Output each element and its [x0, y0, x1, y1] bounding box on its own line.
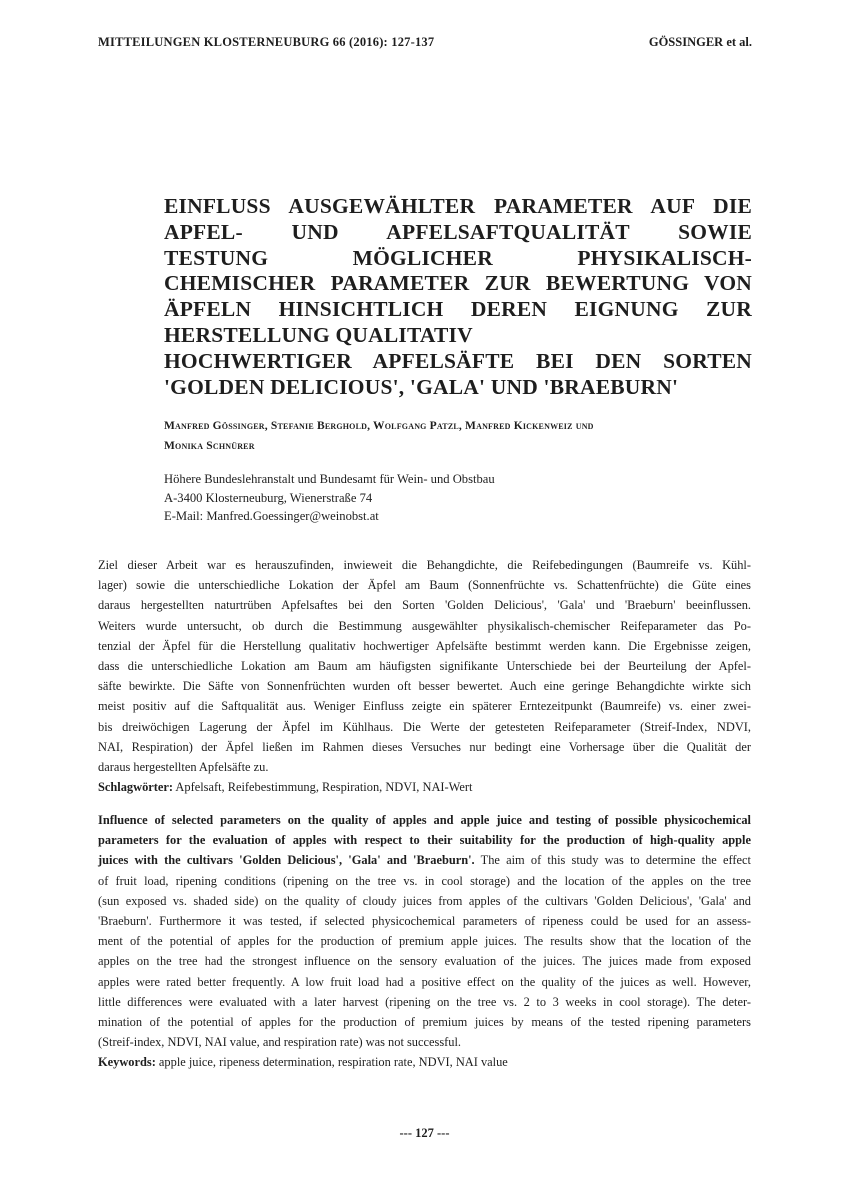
title-line: CHEMISCHER PARAMETER ZUR BEWERTUNG VON [164, 271, 752, 296]
abstract-line: (Streif-index, NDVI, NAI value, and respiration rate) was not successful. [98, 1035, 462, 1050]
abstract-line: bis dreiwöchigen Lagerung der Äpfel im Kühlhaus. Die Werte der getesteten Reifeparameter (Streif-Index, NDVI, [98, 719, 751, 734]
title-line: APFEL- UND APFELSAFTQUALITÄT SOWIE [164, 219, 752, 244]
abstract-line: meist positiv auf die Saftqualität aus. Weniger Einfluss zeigte ein späterer Erntezeitpunkt (Baumreife) vs. einer zwei- [98, 699, 751, 714]
page-number: --- 127 --- [399, 1126, 450, 1140]
english-title-line [98, 850, 751, 870]
abstract-line: säfte bewirkte. Die Säfte von Sonnenfrüchten wurden oft besser bewertet. Auch eine geringe Behangdichte wirkte sich [98, 679, 751, 694]
keywords-text: Apfelsaft, Reifebestimmung, Respiration, NDVI, NAI-Wert [173, 780, 473, 795]
affiliation-institution: Höhere Bundeslehranstalt und Bundesamt für Wein- und Obstbau [164, 472, 495, 486]
abstract-line: dass die unterschiedliche Lokation am Baum am häufigsten signifikante Unterschiede bei der Beurteilung der Apfel- [98, 659, 751, 674]
abstract-line: tenzial der Äpfel für die Herstellung qualitativ hochwertiger Apfelsäfte bestimmt werden kann. Die Ergebnisse zeigen, [98, 638, 751, 653]
abstract-line: lager) sowie die unterschiedliche Lokation der Äpfel am Baum (Sonnenfrüchte vs. Schattenfrüchte) die Güte eines [98, 578, 751, 593]
title-line: ÄPFELN HINSICHTLICH DEREN EIGNUNG ZUR [164, 297, 752, 322]
article-title [164, 194, 752, 400]
abstract-german [98, 555, 751, 797]
affiliation-email: E-Mail: Manfred.Goessinger@weinobst.at [164, 509, 379, 524]
abstract-line: of fruit load, ripening conditions (ripening on the tree vs. in cool storage) and the location of the apples on the tree [98, 873, 751, 888]
author-line: Manfred Gössinger, Stefanie Berghold, Wolfgang Patzl, Manfred Kickenweiz und [164, 420, 594, 432]
abstract-line: (sun exposed vs. shaded side) on the quality of cloudy juices from apples of the cultivars 'Golden Delicious', 'Gala' and [98, 893, 751, 908]
abstract-line: ment of the potential of apples for the production of premium apple juices. The results show that the location of the [98, 934, 751, 949]
abstract-line: little differences were evaluated with a later harvest (ripening on the tree vs. 2 to 3 weeks in cool storage). The deter- [98, 994, 751, 1009]
abstract-line: Weiters wurde untersucht, ob durch die Bestimmung ausgewählter physikalisch-chemischer Reifeparameter das Po- [98, 618, 751, 633]
abstract-line: 'Braeburn'. Furthermore it was tested, if selected physicochemical parameters of ripeness could be used for an assess- [98, 914, 751, 929]
english-title-text: parameters for the evaluation of apples with respect to their suitability for the production of high-quality apple [98, 833, 751, 848]
keywords-text: apple juice, ripeness determination, respiration rate, NDVI, NAI value [155, 1055, 508, 1070]
english-title-line [98, 830, 751, 850]
author-list [164, 416, 764, 456]
title-line: EINFLUSS AUSGEWÄHLTER PARAMETER AUF DIE [164, 194, 752, 218]
title-line: 'GOLDEN DELICIOUS', 'GALA' UND 'BRAEBURN' [164, 374, 679, 399]
keywords-label: Schlagwörter: [98, 780, 174, 795]
keywords-line-english [98, 1052, 751, 1072]
abstract-text: The aim of this study was to determine the effect [474, 853, 751, 868]
english-title-text: juices with the cultivars 'Golden Delicious', 'Gala' and 'Braeburn'. [98, 853, 475, 868]
title-line: HERSTELLUNG QUALITATIV [164, 322, 473, 347]
running-author: GÖSSINGER et al. [648, 35, 752, 49]
abstract-line: apples on the tree had the strongest influence on the sensory evaluation of the juices. The juices made from exposed [98, 954, 751, 969]
title-line: TESTUNG MÖGLICHER PHYSIKALISCH- [164, 245, 752, 270]
abstract-line: daraus hergestellten naturtrüben Apfelsaftes bei den Sorten 'Golden Delicious', 'Gala' und 'Braeburn' beeinflussen. [98, 598, 751, 613]
journal-header: MITTEILUNGEN KLOSTERNEUBURG 66 (2016): 127-137 [98, 35, 435, 49]
title-line: HOCHWERTIGER APFELSÄFTE BEI DEN SORTEN [164, 348, 752, 373]
affiliation-address: A-3400 Klosterneuburg, Wienerstraße 74 [164, 490, 373, 505]
english-title-line [98, 810, 751, 830]
abstract-line: mination of the potential of apples for the production of premium juices by means of the tested ripening parameters [98, 1015, 751, 1030]
keywords-label: Keywords: [98, 1055, 156, 1070]
english-title-text: Influence of selected parameters on the quality of apples and apple juice and testing of possible physicochemical [98, 813, 751, 827]
abstract-line: daraus hergestellten Apfelsäfte zu. [98, 760, 269, 775]
abstract-english [98, 810, 751, 1073]
abstract-line: Ziel dieser Arbeit war es herauszufinden, inwieweit die Behangdichte, die Reifebedingungen (Baumreife vs. Kühl- [98, 558, 751, 572]
author-line: Monika Schnürer [164, 440, 255, 452]
affiliation [164, 470, 495, 526]
abstract-line: NAI, Respiration) der Äpfel ließen im Rahmen dieses Versuches nur bedingt eine Vorhersage über die Qualität der [98, 739, 751, 754]
keywords-line-german [98, 777, 751, 797]
abstract-line: apples were rated better frequently. A low fruit load had a positive effect on the quality of the juices as well. However, [98, 974, 751, 989]
